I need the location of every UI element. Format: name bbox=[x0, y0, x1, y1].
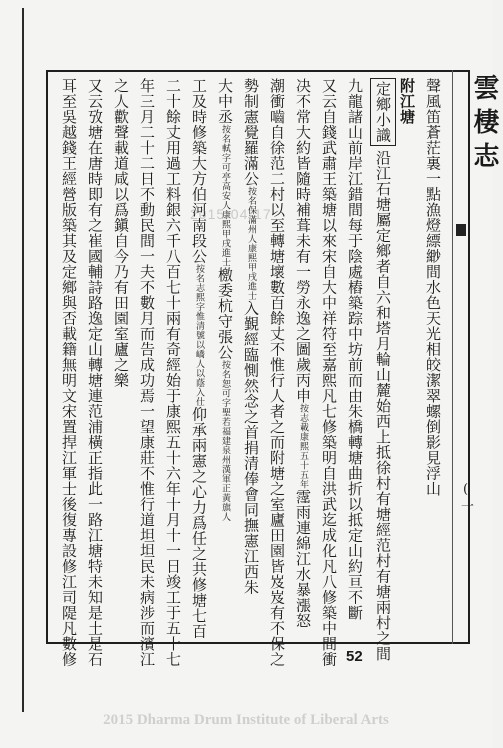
section-heading: 附江塘 bbox=[398, 78, 416, 125]
text-column-8 bbox=[240, 78, 262, 595]
date-watermark: 2015-04-17 bbox=[190, 206, 272, 222]
text-column-3 bbox=[370, 78, 396, 662]
page-number: 52 bbox=[346, 648, 363, 665]
text-column-15: 耳至吳越錢王經營版築其及定鄉與否載籍無明文宋置捍江軍士後復專設修江司隄凡數修 bbox=[60, 78, 78, 667]
binding-edge bbox=[22, 8, 24, 712]
text-column-7: 潮衝嚙自徐范二村以至轉塘壞數百餘丈不惟行人者之而附塘之室廬田園皆岌岌有不保之 bbox=[268, 78, 286, 667]
inline-note: 按志載康熙五十五年 bbox=[298, 403, 308, 489]
frame-bottom-rule bbox=[46, 642, 470, 644]
fishtail-mark bbox=[456, 224, 466, 236]
text-column-6-body: 决不常大約皆隨時補葺未有一勞永逸之圖歲丙申 bbox=[294, 78, 312, 404]
frame-top-rule bbox=[46, 70, 470, 72]
text-column-11: 二十餘丈用過工料銀六千八百七十兩有奇經始于康熙五十六年十月十一日竣工于五十七 bbox=[164, 78, 182, 667]
text-column-14: 又云攷塘在唐時即有之崔國輔詩路逸定山轉塘連范浦橫正指此一路江塘特未知是土是石 bbox=[86, 78, 104, 667]
text-column-6 bbox=[292, 78, 314, 629]
page-mark: (一 bbox=[458, 482, 473, 514]
text-column-9-body: 大中丞 bbox=[216, 78, 234, 125]
frame-left-rule bbox=[46, 70, 48, 644]
book-title: 雲棲志 bbox=[469, 74, 499, 176]
text-column-12: 年三月二十二日不動民間一夫不數月而告成功焉一望康莊不惟行道坦坦民未病涉而濱江 bbox=[138, 78, 156, 667]
text-column-10-body: 工及時修築大方伯河南段公 bbox=[190, 78, 208, 264]
header-divider-rule bbox=[452, 70, 453, 644]
text-column-8-tail: 入覲經臨惻然念之首捐清俸會同撫憲江西朱 bbox=[242, 300, 260, 595]
text-column-10 bbox=[188, 78, 210, 639]
text-column-3-body: 沿江石塘屬定鄉者自六和塔月輪山麓始西上抵徐村有塘經范村有塘兩村之間 bbox=[374, 150, 392, 662]
text-column-13: 之人歡聲載道咸以爲鎭自今乃有田園室廬之樂 bbox=[112, 78, 130, 388]
inline-note: 按名軾字可亭高安人康熙甲戌進士 bbox=[220, 124, 230, 267]
text-column-1: 聲風笛蒼茫裏一點漁燈縹緲間水色天光相皎潔翠螺倒影見浮山 bbox=[424, 78, 442, 497]
inline-note: 按名志熙字惟清號以嶠人以蔭入仕 bbox=[194, 264, 204, 407]
text-column-9 bbox=[214, 78, 236, 522]
footer-credit: 2015 Dharma Drum Institute of Liberal Arts bbox=[103, 712, 389, 728]
text-column-8-body: 勢制憲覺羅滿公 bbox=[242, 78, 260, 187]
text-column-5: 又云自錢武肅王築塘以來宋自大中祥符至嘉熙凡七修築明自洪武迄成化凡八修築中間衝 bbox=[320, 78, 338, 667]
text-column-6-tail: 霪雨連綿江水暴漲怒 bbox=[294, 489, 312, 629]
inline-note: 按名恕可字聖若福建泉州漢軍正黃旗人 bbox=[220, 360, 230, 522]
text-column-4: 九龍諸山前岸江錯間每于陰處樁築踪中坊前而由朱橋轉塘曲折以抵定山約亘不斷 bbox=[346, 78, 364, 621]
inline-note: 按名保滿州人康熙甲戌進士 bbox=[246, 186, 256, 301]
text-column-10-tail: 仰承兩憲之心力爲任之共修塘七百 bbox=[190, 406, 208, 639]
note-label-box: 定鄉小識 bbox=[370, 78, 396, 146]
text-column-9-mid: 檄委杭守張公 bbox=[216, 267, 234, 360]
